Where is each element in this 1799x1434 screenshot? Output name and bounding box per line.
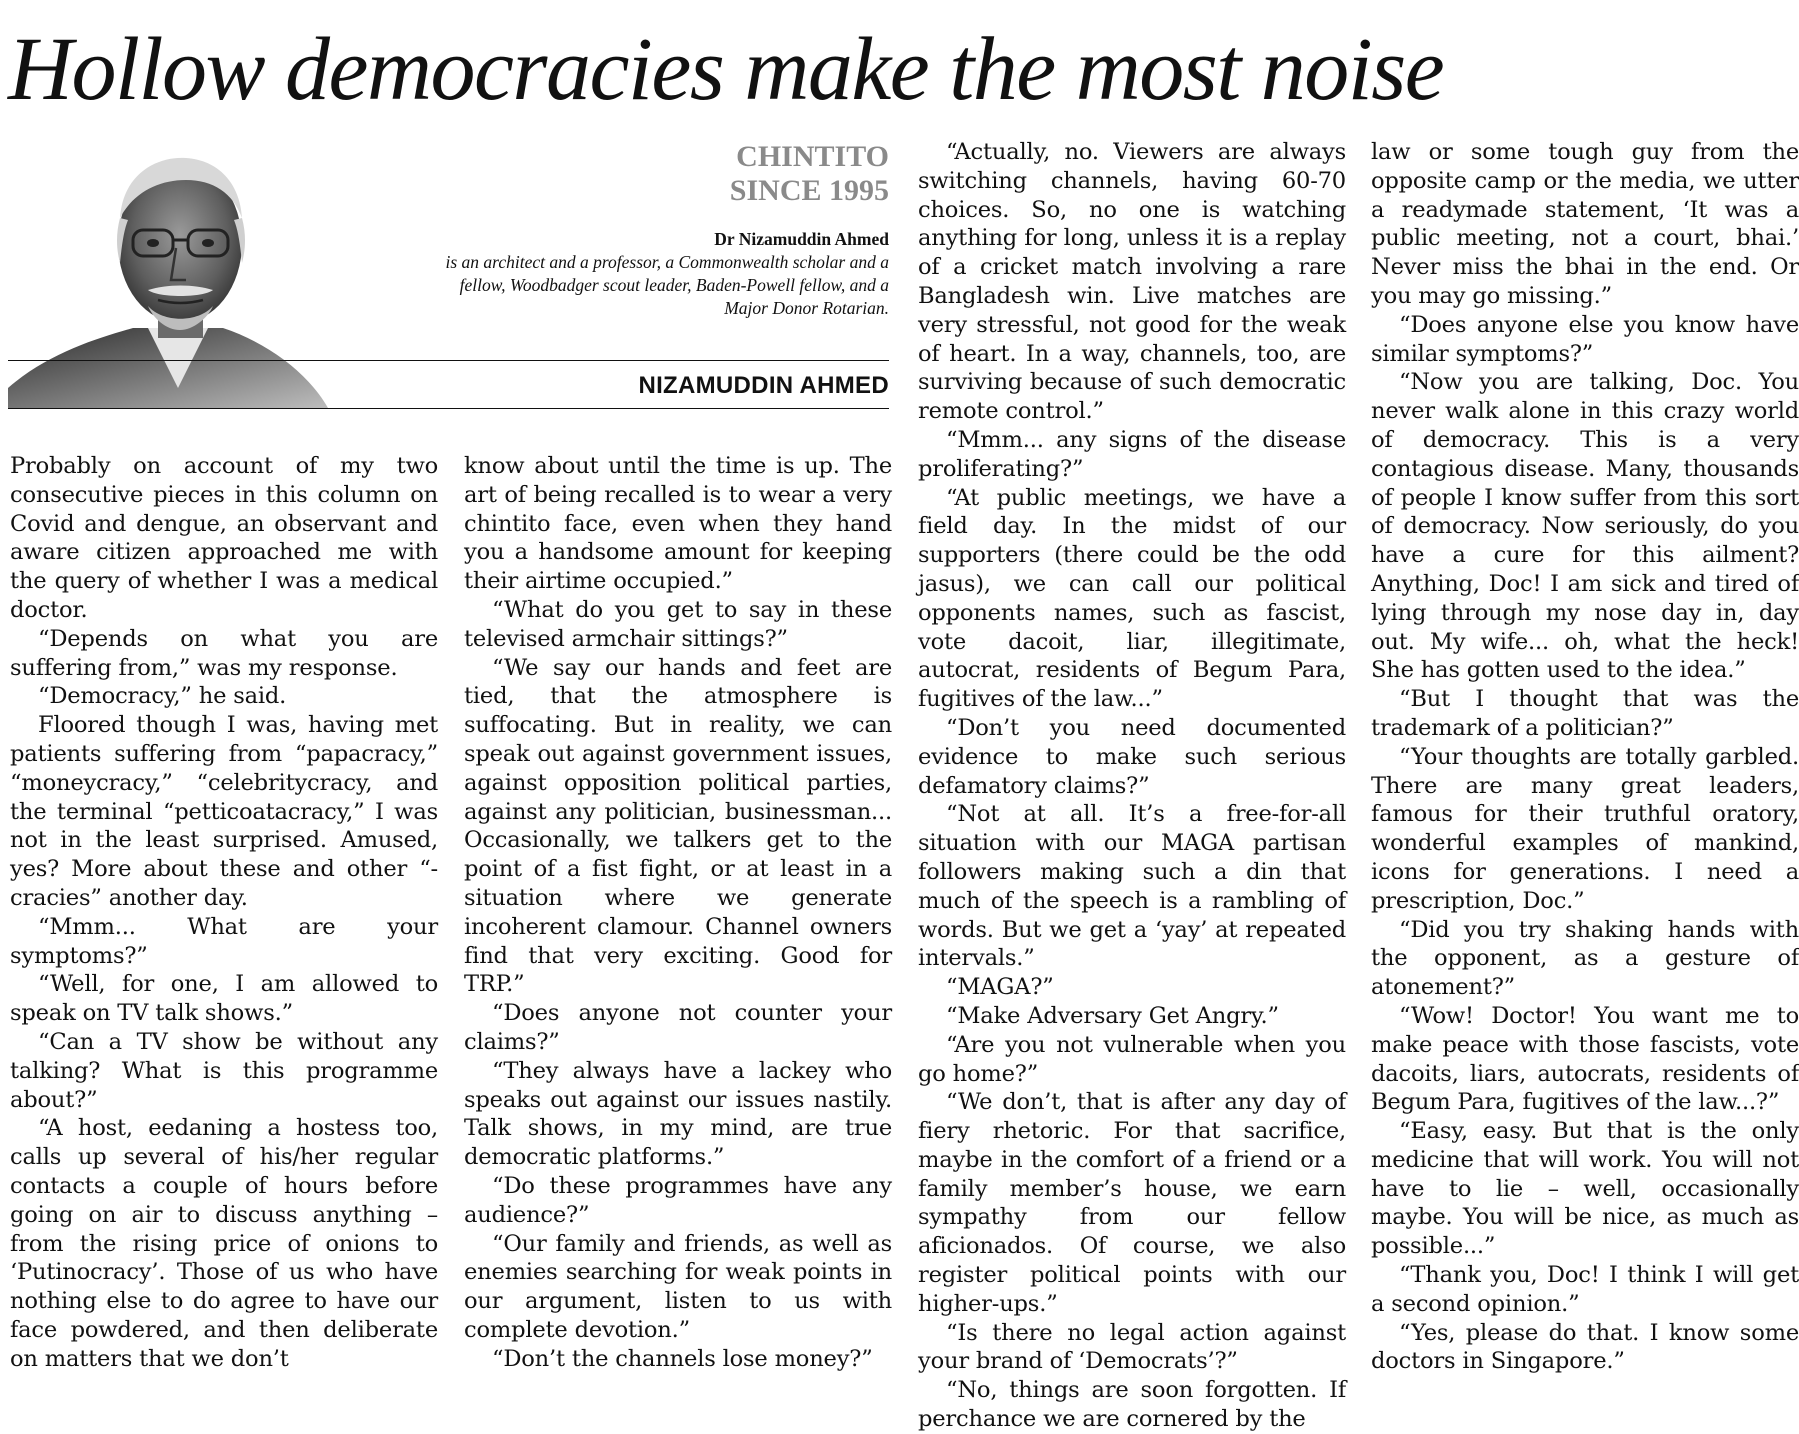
- paragraph: “Easy, easy. But that is the only medicine that will work. You will not have to lie – well, occasionally maybe. You will be nice, as much as possible...”: [1371, 1118, 1799, 1260]
- paragraph: “Democracy,” he said.: [38, 683, 287, 710]
- paragraph: “Well, for one, I am allowed to speak on TV talk shows.”: [10, 971, 438, 1027]
- author-bio: [420, 228, 889, 320]
- paragraph: “Our family and friends, as well as enemies searching for weak points in our argument, listen to us with complete devotion.”: [464, 1230, 892, 1343]
- paragraph: “Can a TV show be without any talking? What is this programme about?”: [10, 1028, 438, 1113]
- author-photo: [8, 138, 358, 408]
- paragraph: “Depends on what you are suffering from,” was my response.: [10, 625, 438, 681]
- paragraph: “We don’t, that is after any day of fiery rhetoric. For that sacrifice, maybe in the comfort of a friend or a family member’s house, we earn sympathy from our fellow aficionados. Of course, we also register political points with our higher-ups.”: [918, 1089, 1346, 1317]
- paragraph: “What do you get to say in these televised armchair sittings?”: [464, 596, 892, 652]
- paragraph: “Thank you, Doc! I think I will get a second opinion.”: [1371, 1262, 1799, 1317]
- paragraph: “Is there no legal action against your brand of ‘Democrats’?”: [918, 1319, 1346, 1375]
- paragraph: “MAGA?”: [946, 974, 1054, 1001]
- article-column-3: [918, 138, 1346, 1434]
- paragraph: “Does anyone else you know have similar symptoms?”: [1371, 311, 1799, 367]
- column-name-line1: CHINTITO: [736, 140, 889, 173]
- paragraph: “Does anyone not counter your claims?”: [464, 1000, 892, 1055]
- paragraph: know about until the time is up. The art of being recalled is to wear a very chintito face, even when they hand you a handsome amount for keeping their airtime occupied.”: [464, 453, 892, 595]
- paragraph: “Actually, no. Viewers are always switching channels, having 60-70 choices. So, no one is watching anything for long, unless it is a replay of a cricket match involving a rare Bangladesh win. Live matches are very stressful, not good for the weak of heart. In a way, channels, too, are surviving because of such democratic remote control.”: [918, 139, 1346, 425]
- paragraph: “Are you not vulnerable when you go home?”: [918, 1031, 1346, 1087]
- paragraph: “Don’t you need documented evidence to make such serious defamatory claims?”: [918, 714, 1346, 799]
- paragraph: “A host, eedaning a hostess too, calls up several of his/her regular contacts a couple of hours before going on air to discuss anything – from the rising price of onions to ‘Putinocracy’. Those of us who have nothing else to do agree to have our face powdered, and then deliberate on matters that we don’t: [10, 1115, 438, 1372]
- paragraph: “Do these programmes have any audience?”: [464, 1172, 892, 1228]
- paragraph: law or some tough guy from the opposite camp or the media, we utter a readymade statement, ‘It was a public meeting, not a court, bhai.’ Never miss the bhai in the end. Or you may go missing.”: [1371, 139, 1799, 309]
- paragraph: “At public meetings, we have a field day. In the midst of our supporters (there could be the odd jasus), we can call our political opponents names, such as fascist, vote dacoit, liar, illegitimate, autocrat, residents of Begum Para, fugitives of the law...”: [918, 484, 1346, 713]
- paragraph: “Not at all. It’s a free-for-all situation with our MAGA partisan followers making such a din that much of the speech is a rambling of words. But we get a ‘yay’ at repeated intervals.”: [918, 801, 1346, 972]
- paragraph: “We say our hands and feet are tied, that the atmosphere is suffocating. But in reality, we can speak out against government issues, against opposition political parties, against any politician, businessman... Occasionally, we talkers get to the point of a fist fight, or at least in a situation where we generate incoherent clamour. Channel owners find that very exciting. Good for TRP.”: [464, 654, 892, 998]
- paragraph: Probably on account of my two consecutive pieces in this column on Covid and dengue, an observant and aware citizen approached me with the query of whether I was a medical doctor.: [10, 453, 438, 623]
- paragraph: “Mmm... What are your symptoms?”: [10, 913, 438, 969]
- paragraph: “Did you try shaking hands with the opponent, as a gesture of atonement?”: [1371, 916, 1799, 1001]
- paragraph: “But I thought that was the trademark of a politician?”: [1371, 686, 1799, 741]
- paragraph: “Now you are talking, Doc. You never walk alone in this crazy world of democracy. This is a very contagious disease. Many, thousands of people I know suffer from this sort of democracy. Now seriously, do you have a cure for this ailment? Anything, Doc! I am sick and tired of lying through my nose day in, day out. My wife... oh, what the heck! She has gotten used to the idea.”: [1371, 369, 1799, 684]
- column-name: [730, 140, 889, 208]
- bio-name: Dr Nizamuddin Ahmed: [714, 229, 889, 249]
- paragraph: “Your thoughts are totally garbled. There are many great leaders, famous for their truthful oratory, wonderful examples of mankind, icons for generations. I need a prescription, Doc.”: [1371, 743, 1799, 914]
- paragraph: Floored though I was, having met patients suffering from “papacracy,” “moneycracy,” “celebritycracy, and the terminal “petticoatacracy,” I was not in the least surprised. Amused, yes? More about these and other “-cracies” another day.: [10, 712, 438, 911]
- article-column-1: [10, 452, 438, 1374]
- paragraph: “Wow! Doctor! You want me to make peace with those fascists, vote dacoits, liars, autocrats, residents of Begum Para, fugitives of the law...?”: [1371, 1002, 1799, 1116]
- bio-text: is an architect and a professor, a Commonwealth scholar and a fellow, Woodbadger scout leader, Baden-Powell fellow, and a Major Donor Rotarian.: [445, 252, 889, 318]
- article-column-4: [1371, 138, 1799, 1376]
- byline: NIZAMUDDIN AHMED: [638, 372, 889, 399]
- paragraph: “Yes, please do that. I know some doctors in Singapore.”: [1371, 1319, 1799, 1375]
- article-column-2: [464, 452, 892, 1374]
- paragraph: “Don’t the channels lose money?”: [492, 1345, 873, 1372]
- header-rule: [8, 408, 889, 409]
- column-name-line2: SINCE 1995: [729, 174, 889, 207]
- paragraph: “Mmm... any signs of the disease proliferating?”: [918, 426, 1346, 482]
- byline-rule: [8, 360, 889, 361]
- paragraph: “Make Adversary Get Angry.”: [946, 1002, 1279, 1029]
- headline: Hollow democracies make the most noise: [8, 20, 1444, 119]
- paragraph: “No, things are soon forgotten. If perchance we are cornered by the: [918, 1377, 1346, 1433]
- paragraph: “They always have a lackey who speaks out against our issues nastily. Talk shows, in my mind, are true democratic platforms.”: [464, 1057, 892, 1171]
